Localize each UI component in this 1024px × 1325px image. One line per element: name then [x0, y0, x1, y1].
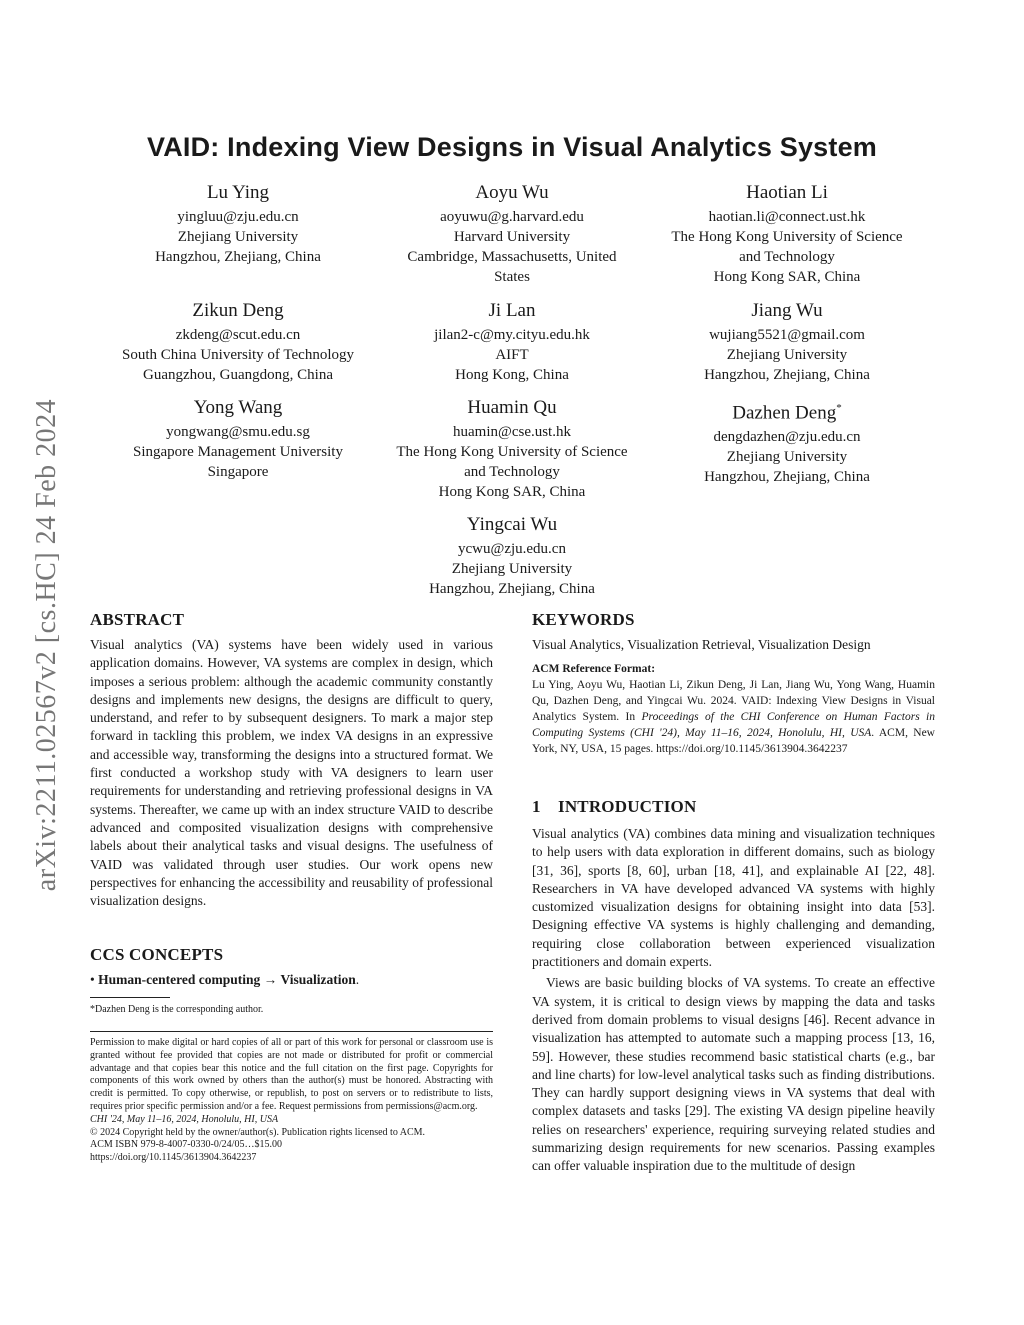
permission-block	[90, 1037, 493, 1165]
keywords-section	[532, 610, 935, 654]
author-name: Zikun Deng	[192, 300, 284, 321]
author-affiliation: Zhejiang University	[726, 347, 848, 363]
footnote-text: *Dazhen Deng is the corresponding author.	[90, 1004, 264, 1015]
author-location: Hong Kong SAR, China	[713, 269, 861, 285]
author-email: yingluu@zju.edu.cn	[177, 209, 299, 225]
author-location: Hangzhou, Zhejiang, China	[155, 249, 321, 265]
footnote	[90, 1004, 493, 1017]
intro-paragraph-1: Visual analytics (VA) combines data mining and visualization techniques to help users with data exploration in different domains, such as biology [31, 36], sports [8, 60], urban [18, 41], and explainable AI [22, 48]. Researchers in VA have developed advanced VA systems with highly customized visualization designs for obtaining insight into data [53]. Designing effective VA systems is highly challenging and demanding, requiring close collaboration between experienced visualization practitioners and domain experts.	[532, 826, 935, 970]
arxiv-stamp-text: arXiv:2211.02567v2 [cs.HC] 24 Feb 2024	[31, 398, 62, 892]
author-email: wujiang5521@gmail.com	[709, 327, 865, 343]
ccs-concepts-line	[90, 971, 493, 989]
abstract-section	[90, 610, 493, 910]
author-location: Guangzhou, Guangdong, China	[143, 367, 333, 383]
author-email: aoyuwu@g.harvard.edu	[440, 209, 584, 225]
keywords-text: Visual Analytics, Visualization Retrieval, Visualization Design	[532, 637, 871, 652]
acm-reference-text	[532, 677, 935, 757]
author-name: Ji Lan	[488, 300, 536, 321]
author-location: Singapore	[207, 464, 269, 480]
author-affiliation-cont: and Technology	[739, 249, 835, 265]
author-block	[637, 299, 937, 385]
author-email: huamin@cse.ust.hk	[453, 424, 571, 440]
author-block	[362, 396, 662, 502]
author-affiliation: South China University of Technology	[122, 347, 354, 363]
author-location: Hong Kong SAR, China	[438, 484, 586, 500]
author-affiliation: Singapore Management University	[133, 444, 343, 460]
author-email: ycwu@zju.edu.cn	[458, 541, 566, 557]
author-affiliation: Harvard University	[453, 229, 571, 245]
ccs-period: .	[355, 972, 360, 987]
ccs-arrow: →	[263, 972, 278, 987]
author-affiliation: AIFT	[495, 347, 529, 363]
author-location: Hangzhou, Zhejiang, China	[704, 469, 870, 486]
author-name-row	[637, 396, 937, 425]
intro-paragraph-2: Views are basic building blocks of VA systems. To create an effective VA system, it is critical to design views by mapping the data and tasks derived from domain problems to visual designs [46]. Recent advance in visualization has attempted to automate such a mapping process [13, 16, 59]. However, these studies recommend basic statistical charts (e.g., bar and line charts) for low-level analytical tasks such as finding distributions. They can hardly support designing views in VA systems that deal with complex datasets and tasks [29]. The existing VA design pipeline heavily relies on researchers' experience, requiring surveying related studies and summarizing design requirements for new scenarios. Passing examples can offer valuable inspiration due to the multitude of design	[532, 975, 935, 1174]
author-name: Dazhen Deng	[732, 402, 837, 424]
author-email: zkdeng@scut.edu.cn	[175, 327, 301, 343]
author-name: Aoyu Wu	[475, 182, 549, 203]
keywords-heading: KEYWORDS	[532, 610, 635, 629]
acm-reference-tail: . ACM, New York, NY, USA, 15 pages. https://doi.org/10.1145/3613904.3642237	[532, 727, 935, 755]
author-affiliation: The Hong Kong University of Science	[671, 229, 903, 245]
author-block	[88, 396, 388, 482]
author-block	[88, 181, 388, 267]
author-name: Jiang Wu	[751, 300, 823, 321]
venue-line: CHI '24, May 11–16, 2024, Honolulu, HI, USA	[90, 1113, 279, 1125]
author-affiliation-cont: and Technology	[464, 464, 560, 480]
author-name: Yong Wang	[193, 397, 283, 418]
author-affiliation: Zhejiang University	[451, 561, 573, 577]
acm-reference-authors: Lu Ying, Aoyu Wu, Haotian Li, Zikun Deng, Ji Lan, Jiang Wu, Yong Wang, Huamin Qu, Dazhen Deng, and Yingcai Wu. 2024. VAID: Indexing View Designs in Visual Analytics System. In	[532, 679, 935, 723]
doi-line[interactable]: https://doi.org/10.1145/3613904.3642237	[90, 1152, 257, 1164]
author-affiliation: Zhejiang University	[726, 449, 848, 466]
author-affiliation: Zhejiang University	[177, 229, 299, 245]
section-number: 1	[532, 797, 541, 816]
author-name: Yingcai Wu	[466, 514, 558, 535]
author-block	[362, 181, 662, 287]
author-block	[362, 299, 662, 385]
author-email: jilan2-c@my.cityu.edu.hk	[434, 327, 590, 343]
author-block	[637, 181, 937, 287]
ccs-section	[90, 945, 493, 989]
copyright-line: © 2024 Copyright held by the owner/author(s). Publication rights licensed to ACM.	[90, 1126, 426, 1138]
acm-reference-heading: ACM Reference Format:	[532, 663, 656, 675]
paper-title: VAID: Indexing View Designs in Visual Analytics System	[146, 132, 878, 162]
author-email: haotian.li@connect.ust.hk	[708, 209, 866, 225]
isbn-line: ACM ISBN 979-8-4007-0330-0/24/05…$15.00	[90, 1139, 282, 1151]
permission-rule	[90, 1031, 493, 1032]
ccs-subconcept: Visualization	[280, 972, 356, 987]
author-affiliation: The Hong Kong University of Science	[396, 444, 628, 460]
author-name: Huamin Qu	[467, 397, 557, 418]
introduction-section	[532, 797, 935, 1176]
section-title: INTRODUCTION	[558, 797, 697, 816]
author-email: yongwang@smu.edu.sg	[166, 424, 310, 440]
arxiv-stamp	[22, 350, 72, 940]
author-block	[88, 299, 388, 385]
abstract-heading: ABSTRACT	[90, 610, 185, 629]
author-location: Hangzhou, Zhejiang, China	[704, 367, 870, 383]
author-email: dengdazhen@zju.edu.cn	[713, 429, 861, 446]
introduction-heading	[532, 797, 935, 817]
ccs-bullet: •	[90, 972, 95, 987]
corresponding-mark: *	[836, 402, 842, 414]
ccs-heading: CCS CONCEPTS	[90, 945, 224, 964]
author-name: Haotian Li	[746, 182, 828, 203]
author-name: Lu Ying	[206, 182, 270, 203]
author-location: Cambridge, Massachusetts, United	[407, 249, 617, 265]
author-location: Hangzhou, Zhejiang, China	[429, 581, 595, 597]
author-block	[362, 513, 662, 599]
author-block	[637, 396, 937, 487]
author-location: Hong Kong, China	[455, 367, 569, 383]
footnote-rule	[90, 997, 170, 998]
abstract-text: Visual analytics (VA) systems have been widely used in various application domains. However, VA systems are complex in design, which imposes a serious problem: although the academic community constantly designs and implements new designs, the designs are difficult to query, understand, and refer to by subsequent designers. To mark a major step forward in tackling this problem, we index VA designs in an expressive and accessible way, transforming the designs into a structured format. We first conducted a workshop study with VA designers to learn user requirements for understanding and retrieving professional designs in VA systems. Thereafter, we came up with an index structure VAID to describe advanced and composited visualization designs with comprehensive labels about their analytical tasks and visual designs. The usefulness of VAID was validated through user studies. Our work opens new perspectives for enhancing the accessibility and reusability of professional visualization designs.	[90, 637, 493, 909]
permission-text: Permission to make digital or hard copies of all or part of this work for personal or classroom use is granted without fee provided that copies are not made or distributed for profit or commercial advantage and that copies bear this notice and the full citation on the first page. Copyrights for components of this work owned by others than the author(s) must be honored. Abstracting with credit is permitted. To copy otherwise, or republish, to post on servers or to redistribute to lists, requires prior specific permission and/or a fee. Request permissions from permissions@acm.org.	[90, 1037, 493, 1112]
acm-reference-proceedings: Proceedings of the CHI Conference on Human Factors in Computing Systems (CHI '24), May 11–16, 2024, Honolulu, HI, USA	[532, 711, 935, 739]
author-location-cont: States	[494, 269, 530, 285]
acm-reference	[532, 661, 935, 757]
ccs-concept: Human-centered computing	[98, 972, 261, 987]
